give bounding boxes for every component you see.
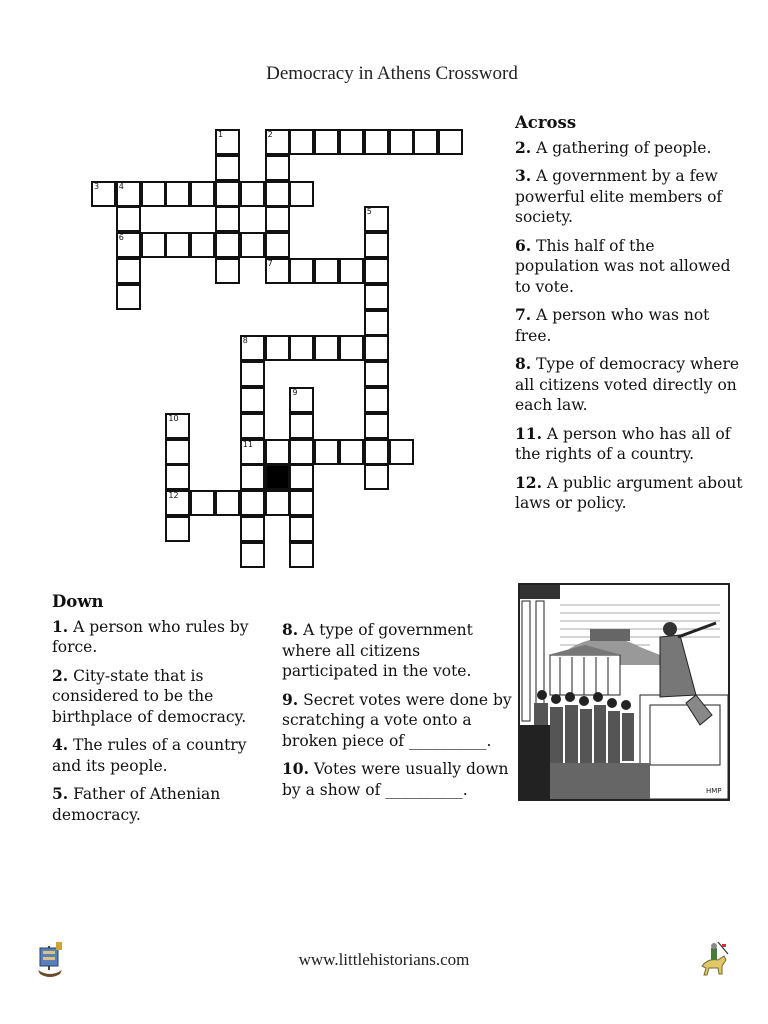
cell-number: 1 [218,130,224,139]
crossword-cell[interactable] [289,439,314,465]
crossword-cell[interactable] [240,464,265,490]
crossword-cell[interactable] [240,542,265,568]
illustration-signature: HMP [706,787,722,795]
down-clues-column-2 [282,620,512,808]
down-clues-column-1 [52,592,277,833]
crossword-cell[interactable] [364,361,389,387]
crossword-cell[interactable] [116,284,141,310]
clue-across-2: 2. A gathering of people. [515,137,712,157]
crossword-cell[interactable] [215,155,240,181]
crossword-cell[interactable] [314,129,339,155]
crossword-cell[interactable] [289,413,314,439]
crossword-cell[interactable] [265,206,290,232]
crossword-cell[interactable] [364,464,389,490]
crossword-cell[interactable] [116,181,141,207]
crossword-cell[interactable] [265,155,290,181]
cell-number: 2 [267,130,273,139]
crossword-cell[interactable] [190,181,215,207]
crossword-cell[interactable] [339,335,364,361]
crossword-cell[interactable] [389,439,414,465]
clue-down-5: 5. Father of Athenian democracy. [52,784,221,824]
crossword-cell[interactable] [289,464,314,490]
crossword-cell[interactable] [265,335,290,361]
crossword-cell[interactable] [364,129,389,155]
footer-website-url: www.littlehistorians.com [298,950,470,969]
cell-number: 10 [168,413,179,423]
clue-down-2: 2. City-state that is considered to be the birthplace of democracy. [52,665,247,726]
crossword-cell[interactable] [364,206,389,232]
page-title: Democracy in Athens Crossword [266,63,518,84]
crossword-cell[interactable] [289,335,314,361]
crossword-cell[interactable] [289,181,314,207]
crossword-cell[interactable] [265,258,290,284]
cell-number: 5 [366,207,372,217]
crossword-cell[interactable] [364,258,389,284]
clue-across-3: 3. A government by a few powerful elite members of society. [515,166,723,226]
crossword-cell[interactable] [240,490,265,516]
crossword-cell[interactable] [215,258,240,284]
across-heading: Across [515,113,577,132]
cell-number: 12 [168,491,179,501]
clue-across-11: 11. A person who has all of the rights of a country. [515,423,731,463]
crossword-cell[interactable] [364,232,389,258]
crossword-cell[interactable] [265,129,290,155]
crossword-cell[interactable] [314,439,339,465]
crossword-cell[interactable] [141,232,166,258]
down-heading: Down [52,592,104,611]
crossword-cell[interactable] [215,490,240,516]
crossword-cell[interactable] [364,439,389,465]
across-clues [515,113,743,522]
clue-across-12: 12. A public argument about laws or policy. [515,472,743,512]
clue-across-8: 8. Type of democracy where all citizens voted directly on each law. [515,354,740,414]
crossword-cell[interactable] [339,439,364,465]
cell-number: 6 [118,233,124,243]
cell-number: 7 [267,259,273,268]
crossword-cell[interactable] [190,232,215,258]
crossword-cell[interactable] [289,387,314,413]
crossword-cell[interactable] [240,387,265,413]
crossword-cell[interactable] [265,232,290,258]
crossword-black-cell [265,464,290,490]
crossword-cell[interactable] [364,413,389,439]
crossword-cell[interactable] [364,335,389,361]
crossword-cell[interactable] [141,181,166,207]
crossword-cell[interactable] [190,490,215,516]
crossword-cell[interactable] [314,335,339,361]
crossword-cell[interactable] [215,232,240,258]
clue-across-7: 7. A person who was not free. [515,305,710,345]
clue-down-10: 10. Votes were usually down by a show of __________. [282,759,509,799]
crossword-cell[interactable] [289,490,314,516]
crossword-cell[interactable] [116,232,141,258]
crossword-cell[interactable] [265,490,290,516]
crossword-cell[interactable] [364,387,389,413]
crossword-cell[interactable] [314,258,339,284]
clue-across-6: 6. This half of the population was not allowed to vote. [515,235,731,296]
crossword-cell[interactable] [339,129,364,155]
clue-down-4: 4. The rules of a country and its people. [52,735,247,775]
cell-number: 11 [242,439,253,449]
crossword-cell[interactable] [389,129,414,155]
crossword-cell[interactable] [215,181,240,207]
crossword-cell[interactable] [165,181,190,207]
crossword-cell[interactable] [165,490,190,516]
ship-logo-icon [34,940,66,980]
clue-down-1: 1. A person who rules by force. [52,616,249,656]
cell-number: 8 [242,336,248,346]
cell-number: 9 [292,388,298,397]
crossword-cell[interactable] [215,206,240,232]
crossword-cell[interactable] [265,439,290,465]
crossword-cell[interactable] [289,516,314,542]
crossword-cell[interactable] [91,181,116,207]
crossword-cell[interactable] [339,258,364,284]
crossword-cell[interactable] [240,361,265,387]
athens-orator-illustration [518,583,730,801]
crossword-cell[interactable] [240,516,265,542]
crossword-cell[interactable] [215,129,240,155]
crossword-cell[interactable] [165,439,190,465]
crossword-cell[interactable] [165,464,190,490]
crossword-cell[interactable] [364,284,389,310]
crossword-cell[interactable] [240,181,265,207]
crossword-cell[interactable] [165,516,190,542]
clue-down-9: 9. Secret votes were done by scratching a vote onto a broken piece of __________. [282,689,512,750]
crossword-cell[interactable] [240,335,265,361]
crossword-cell[interactable] [240,232,265,258]
crossword-cell[interactable] [240,413,265,439]
crossword-cell[interactable] [289,542,314,568]
crossword-cell[interactable] [116,258,141,284]
cell-number: 4 [118,181,124,191]
crossword-cell[interactable] [116,206,141,232]
clue-down-8: 8. A type of government where all citizens participated in the vote. [282,620,473,680]
crossword-cell[interactable] [289,258,314,284]
crossword-cell[interactable] [289,129,314,155]
crossword-cell[interactable] [438,129,463,155]
crossword-cell[interactable] [165,232,190,258]
cell-number: 3 [94,181,100,191]
crossword-cell[interactable] [165,413,190,439]
crossword-cell[interactable] [364,310,389,336]
crossword-cell[interactable] [240,439,265,465]
crossword-cell[interactable] [413,129,438,155]
crossword-cell[interactable] [265,181,290,207]
knight-on-horse-icon [698,940,730,980]
